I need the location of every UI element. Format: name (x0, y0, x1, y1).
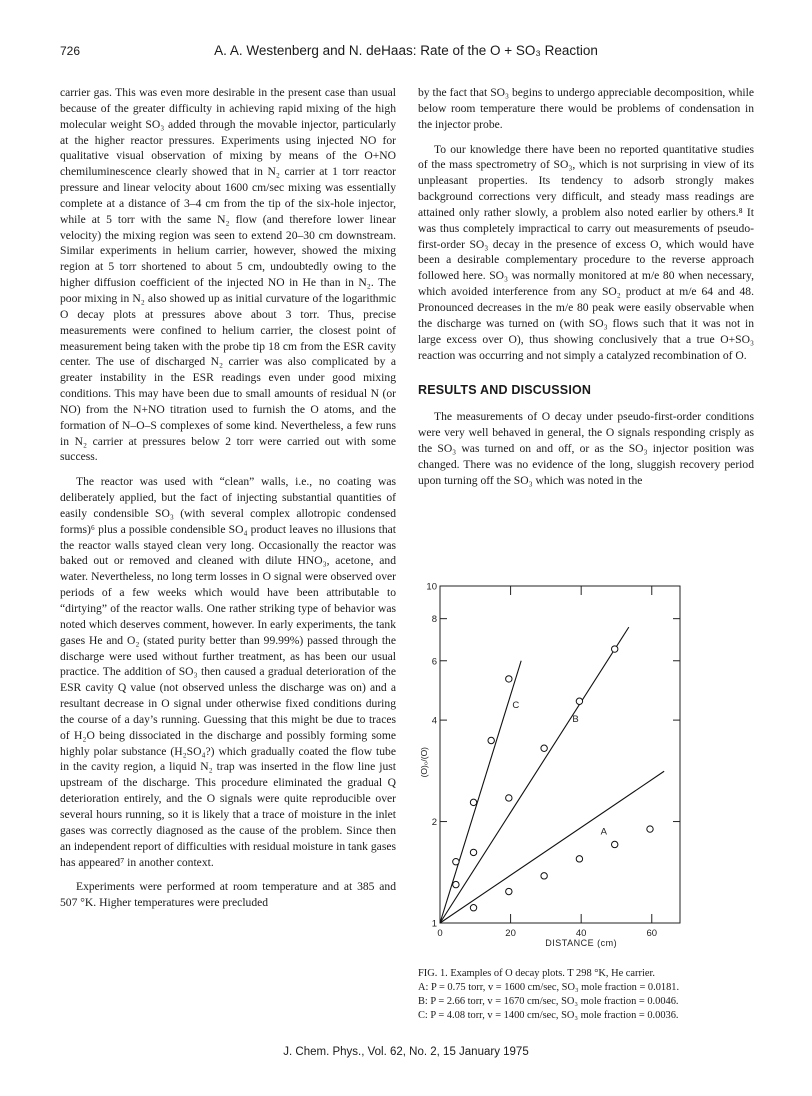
data-point-B (470, 849, 476, 855)
data-point-B (576, 698, 582, 704)
y-tick-label: 4 (431, 715, 437, 727)
data-point-B (541, 745, 547, 751)
y-tick-label: 6 (431, 656, 437, 668)
right-paragraph-3: The measurements of O decay under pseudo-first-order conditions were very well behaved in general, the O signals responding crisply as the SO₃ was turned on and off, or as the SO₃ injector position was changed. There was no evidence of the long, sluggish recovery period upon turning off the SO₃ which was noted in the (418, 410, 754, 487)
series-label-A: A (600, 826, 607, 838)
series-label-B: B (572, 713, 579, 725)
right-column (418, 85, 754, 488)
chart-labels (419, 582, 657, 949)
data-point-C (506, 676, 512, 682)
data-point-A (541, 873, 547, 879)
series-label-C: C (512, 699, 520, 711)
chart-points (453, 646, 654, 911)
data-point-A (576, 856, 582, 862)
x-tick-label: 60 (646, 928, 658, 939)
chart-axes (440, 586, 680, 923)
y-tick-label: 1 (431, 918, 437, 930)
series-line-B (440, 627, 629, 923)
caption-line-3: B: P = 2.66 torr, v = 1670 cm/sec, SO₃ mole fraction = 0.0046. (418, 996, 679, 1007)
journal-footer: J. Chem. Phys., Vol. 62, No. 2, 15 January 1975 (283, 1046, 529, 1058)
figure-caption (418, 967, 754, 1023)
caption-line-1: FIG. 1. Examples of O decay plots. T 298 °K, He carrier. (418, 968, 655, 979)
data-point-C (488, 737, 494, 743)
data-point-A (612, 841, 618, 847)
section-heading: RESULTS AND DISCUSSION (418, 383, 592, 398)
x-tick-label: 40 (575, 928, 587, 939)
y-tick-label: 2 (431, 817, 437, 829)
x-tick-label: 20 (505, 928, 516, 939)
figure-1 (410, 576, 760, 966)
left-paragraph-1: carrier gas. This was even more desirable in the present case than usual because of the greater difficulty in achieving rapid mixing of the high molecular weight SO₃ added through the movable injector, particularly at the higher reactor pressures. Experiments using injected NO for qualitative visual observation of mixing by means of the O+NO chemiluminescence clearly showed that in N₂ carrier at 1 torr reactor pressure and linear velocity about 1600 cm/sec mixing was essentially complete at a distance of 3–4 cm from the tip of the six-hole injector, while at 5 torr with the same N₂ flow (and therefore lower linear velocity) the mixing region was seen to extend 20–30 cm downstream. Similar experiments in helium carrier, however, showed the mixing region at 5 torr shortened to about 5 cm, undoubtedly owing to the higher diffusion coefficient of the injected NO in He than in N₂. The poor mixing in N₂ also showed up as initial curvature of the logarithmic O decay plots at pressures above about 3 torr. Thus, precise measurements were confined to helium carrier, the closest point of measurement being taken with the probe tip 18 cm from the ESR cavity center. The use of discharged N₂ carrier was also complicated by a greater instability in the ESR readings even under good mixing conditions. This may have been due to small amounts of residual N (or NO) from the N+NO titration used to furnish the O atoms, and the formation of N–O–S complexes of some kind. Nevertheless, a few runs in N₂ carrier at pressures below 2 torr were carried out with some success. (60, 86, 396, 464)
running-head: A. A. Westenberg and N. deHaas: Rate of the O + SO₃ Reaction (214, 43, 598, 58)
caption-line-4: C: P = 4.08 torr, v = 1400 cm/sec, SO₃ mole fraction = 0.0036. (418, 1010, 679, 1021)
data-point-A (470, 905, 476, 911)
data-point-A (506, 888, 512, 894)
series-line-A (440, 771, 664, 923)
y-axis-label: (O)₀/(O) (419, 746, 429, 778)
x-axis-label: DISTANCE (cm) (545, 938, 618, 948)
caption-line-2: A: P = 0.75 torr, v = 1600 cm/sec, SO₃ mole fraction = 0.0181. (418, 982, 680, 993)
o-decay-chart (410, 576, 760, 966)
data-point-B (612, 646, 618, 652)
right-paragraph-2: To our knowledge there have been no reported quantitative studies of the mass spectrometry of SO₃, which is not surprising in view of its unpleasant properties. Its tendency to adsorb strongly makes background corrections very difficult, and steady mass readings are attained only rather slowly, a problem also noted earlier by others.⁸ It was thus completely impractical to carry out measurements of pseudo-first-order SO₃ decay in the presence of excess O, which would have been a desirable complementary procedure to the reverse approach followed here. SO₃ was normally monitored at m/e 80 when necessary, which avoided interference from any SO₂ product at m/e 64 and 48. Pronounced decreases in the m/e 80 peak were easily observable when the discharge was turned on (with SO₃ flows such that it was not in large excess over O), thus showing conclusively that a true O+SO₃ reaction was occurring and not simply a catalyzed recombination of O. (418, 142, 754, 362)
data-point-C (470, 799, 476, 805)
data-point-C (453, 859, 459, 865)
data-point-B (453, 881, 459, 887)
data-point-B (506, 795, 512, 801)
series-line-C (440, 661, 521, 923)
x-tick-label: 0 (437, 928, 443, 939)
page-number: 726 (60, 44, 81, 58)
left-paragraph-3: Experiments were performed at room temperature and at 385 and 507 °K. Higher temperatures were precluded (60, 880, 396, 910)
y-tick-label: 8 (431, 614, 437, 626)
plot-frame (440, 586, 680, 923)
right-paragraph-1: by the fact that SO₃ begins to undergo appreciable decomposition, while below room temperature there would be problems of condensation in the injector probe. (418, 86, 754, 131)
y-tick-label: 10 (426, 581, 437, 593)
left-column (60, 85, 396, 911)
left-paragraph-2: The reactor was used with “clean” walls, i.e., no coating was deliberately applied, but the fact of injecting substantial quantities of easily condensible SO₃ (with several complex allotropic condensed forms)⁶ plus a possible condensible SO₄ product leaves no illusions that the reactor walls stayed clean very long. Occasionally the reactor was baked out or removed and cleaned with dilute HNO₃, acetone, and water. Nevertheless, no long term losses in O signal were observed over periods of a few weeks which would have been attributable to “dirtying” of the reactor walls. One rather striking type of behavior was noted which deserves comment, however. In early experiments, the tank gases He and O₂ (stated purity better than 99.99%) passed through the discharge were used without further treatment, as has been our usual practice. The addition of SO₃ then caused a gradual deterioration of the ESR cavity Q value (not observed unless the discharge was on) and a resultant decrease in O signal under otherwise fixed conditions during the course of a day’s running. Guessing that this might be due to traces of H₂O being dissociated in the discharge and possibly forming some highly polar substance (H₂SO₄?) which gradually coated the flow tube in the cavity region, a liquid N₂ trap was inserted in the flow line just upstream of the discharge. This procedure eliminated the gradual Q deterioration entirely, and the O signals were quite reproducible over several hours running, so it is likely that a trace of moisture in the inlet gases was correctly diagnosed as the cause of the problem. Since then an independent report of difficulties with residual moisture in tank gases has appeared⁷ in another context. (60, 475, 396, 869)
data-point-A (647, 826, 653, 832)
chart-lines (440, 627, 664, 923)
